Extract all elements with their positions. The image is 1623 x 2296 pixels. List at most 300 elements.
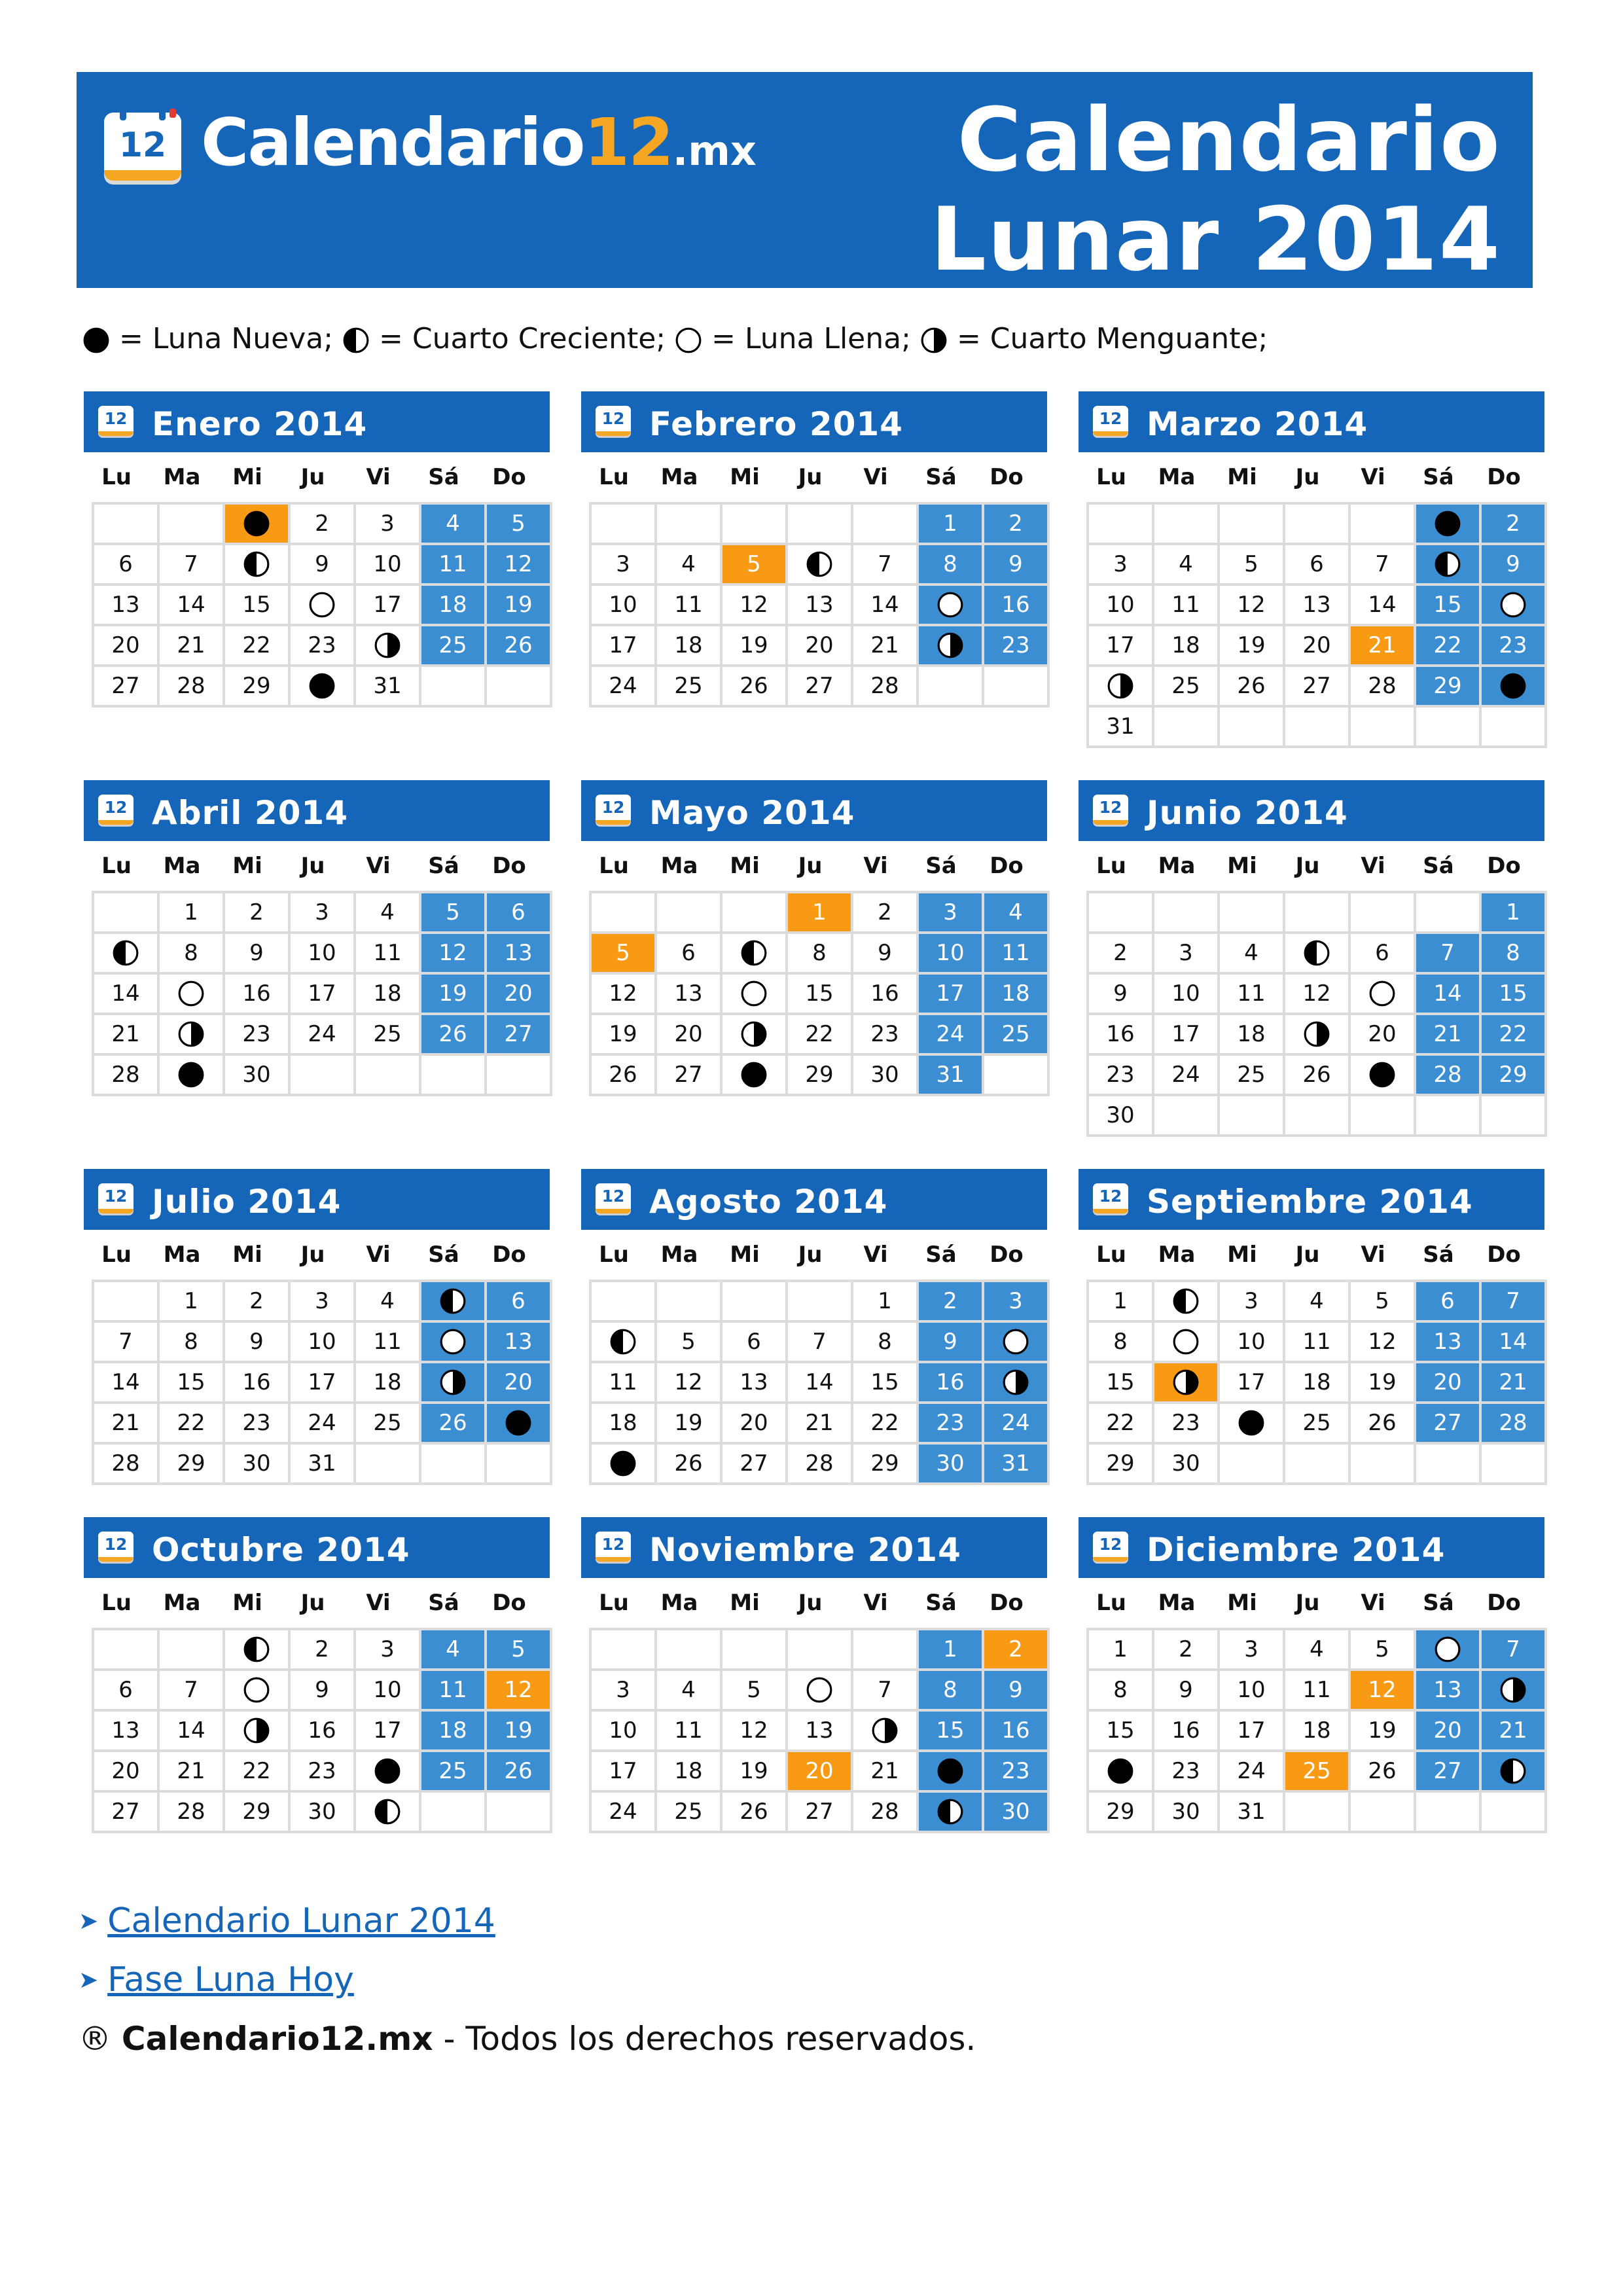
first-quarter-moon-icon [439,1287,467,1315]
day-cell: 21 [853,626,919,667]
day-cell: 12 [722,1712,788,1752]
weekday-label: Vi [863,464,888,490]
week-row [592,626,1050,667]
empty-cell [657,893,722,934]
calendar-icon-number: 12 [104,798,128,817]
day-cell: 21 [94,1015,160,1056]
day-cell: 14 [853,586,919,626]
title-line-1: Calendario [957,89,1501,191]
month-header [1079,1169,1544,1230]
month-grid [92,502,552,708]
full-moon-icon [675,327,702,354]
month-header [1079,391,1544,452]
day-cell: 4 [1285,1630,1351,1671]
day-cell: 20 [1351,1015,1416,1056]
day-cell: 18 [592,1404,657,1444]
day-cell: 31 [919,1056,984,1096]
last-quarter-moon-icon [936,632,964,659]
day-cell: 5 [722,545,788,586]
day-cell [1416,545,1482,586]
calendar-icon-number: 12 [1099,409,1122,428]
last-quarter-moon-icon [1107,672,1134,700]
calendar-icon [596,795,631,825]
day-cell [1416,505,1482,545]
day-cell: 6 [94,1671,160,1712]
weekday-header [1079,452,1544,502]
week-row [1089,1793,1547,1833]
month-grid [92,891,552,1096]
day-cell: 9 [225,1323,291,1363]
day-cell: 28 [160,1793,225,1833]
last-quarter-moon-icon [439,1369,467,1396]
day-cell: 14 [788,1363,853,1404]
month-calendar [1079,1169,1544,1485]
day-cell: 15 [1416,586,1482,626]
day-cell: 7 [1482,1630,1547,1671]
day-cell: 25 [356,1015,421,1056]
day-cell [1154,1323,1220,1363]
day-cell: 23 [1154,1404,1220,1444]
day-cell: 2 [984,505,1050,545]
day-cell: 27 [94,667,160,708]
day-cell: 30 [853,1056,919,1096]
day-cell: 9 [853,934,919,975]
day-cell: 11 [592,1363,657,1404]
day-cell: 7 [788,1323,853,1363]
weekday-label: Sá [1423,464,1454,490]
week-row [1089,708,1547,748]
week-row [1089,505,1547,545]
weekday-header [84,452,550,502]
day-cell: 9 [225,934,291,975]
day-cell: 27 [94,1793,160,1833]
weekday-label: Vi [366,1590,391,1616]
full-moon-icon [1368,980,1396,1007]
weekday-header [581,1230,1047,1280]
day-cell: 11 [657,586,722,626]
logo-wordmark [201,103,757,188]
moon-today-link[interactable]: Fase Luna Hoy [107,1960,354,2000]
weekday-label: Ju [300,853,325,879]
day-cell: 13 [1416,1323,1482,1363]
day-cell: 5 [1220,545,1285,586]
day-cell: 10 [1089,586,1154,626]
day-cell: 27 [1416,1752,1482,1793]
month-header [1079,1517,1544,1578]
weekday-label: Ma [660,1590,698,1616]
empty-cell [1089,505,1154,545]
last-quarter-moon-icon [1172,1369,1200,1396]
day-cell: 28 [1351,667,1416,708]
day-cell: 22 [1482,1015,1547,1056]
day-cell: 5 [592,934,657,975]
lunar-calendar-link[interactable]: Calendario Lunar 2014 [107,1901,495,1941]
week-row [94,545,552,586]
new-moon-icon [1368,1061,1396,1088]
full-moon-icon [1172,1328,1200,1355]
week-row [94,893,552,934]
day-cell: 29 [225,667,291,708]
day-cell: 7 [94,1323,160,1363]
weekday-header [581,452,1047,502]
empty-cell [592,1630,657,1671]
day-cell: 11 [1154,586,1220,626]
week-row [94,1056,552,1096]
weekday-label: Sá [1423,1590,1454,1616]
day-cell: 13 [722,1363,788,1404]
day-cell [788,1671,853,1712]
week-row [1089,1056,1547,1096]
calendar-icon-number: 12 [601,1535,625,1554]
new-moon-icon [505,1409,532,1437]
day-cell: 8 [919,545,984,586]
day-cell [1285,1015,1351,1056]
day-cell: 22 [853,1404,919,1444]
weekday-label: Mi [232,1590,262,1616]
day-cell: 30 [919,1444,984,1485]
month-calendar [581,1169,1047,1485]
day-cell: 10 [291,934,356,975]
day-cell: 30 [1154,1793,1220,1833]
day-cell: 30 [225,1444,291,1485]
day-cell: 20 [722,1404,788,1444]
day-cell [722,975,788,1015]
empty-cell [657,505,722,545]
day-cell: 28 [1482,1404,1547,1444]
day-cell: 25 [984,1015,1050,1056]
week-row [1089,1323,1547,1363]
day-cell: 8 [160,934,225,975]
empty-cell [1351,505,1416,545]
weekday-header [581,841,1047,891]
full-moon-icon [806,1676,833,1704]
week-row [1089,934,1547,975]
week-row [592,1671,1050,1712]
day-cell: 19 [592,1015,657,1056]
day-cell: 6 [1351,934,1416,975]
legend-label: = Luna Nueva; [119,322,334,355]
day-cell: 30 [291,1793,356,1833]
day-cell: 24 [592,1793,657,1833]
day-cell: 4 [984,893,1050,934]
day-cell: 20 [1416,1712,1482,1752]
weekday-header [84,841,550,891]
day-cell: 19 [1220,626,1285,667]
empty-cell [1351,893,1416,934]
week-row [592,667,1050,708]
day-cell [356,626,421,667]
day-cell: 19 [487,586,552,626]
day-cell: 8 [160,1323,225,1363]
day-cell: 5 [1351,1282,1416,1323]
empty-cell [356,1444,421,1485]
weekday-label: Lu [1096,1590,1126,1616]
week-row [94,1712,552,1752]
week-row [1089,1671,1547,1712]
legend-symbol [342,325,370,353]
month-header [581,1169,1047,1230]
weekday-label: Ju [798,1242,823,1268]
month-title: Abril 2014 [152,794,348,832]
week-row [592,1630,1050,1671]
empty-cell [592,893,657,934]
weekday-label: Sá [1423,1242,1454,1268]
empty-cell [1220,1096,1285,1137]
weekday-label: Vi [366,1242,391,1268]
day-cell: 26 [421,1015,487,1056]
weekday-label: Lu [1096,1242,1126,1268]
week-row [1089,975,1547,1015]
weekday-label: Ma [163,1590,201,1616]
day-cell: 18 [421,586,487,626]
month-grid [589,1628,1050,1833]
month-header [581,1517,1047,1578]
day-cell: 23 [984,1752,1050,1793]
day-cell: 25 [421,1752,487,1793]
weekday-label: Vi [366,853,391,879]
day-cell: 4 [1154,545,1220,586]
day-cell: 27 [722,1444,788,1485]
day-cell: 11 [657,1712,722,1752]
day-cell: 3 [291,893,356,934]
month-title: Febrero 2014 [649,405,903,443]
week-row [1089,1096,1547,1137]
month-calendar [1079,780,1544,1137]
day-cell: 4 [1285,1282,1351,1323]
legend-label: = Cuarto Menguante; [956,322,1268,355]
day-cell: 10 [592,586,657,626]
day-cell: 13 [487,1323,552,1363]
weekday-label: Vi [863,1242,888,1268]
month-header [581,780,1047,841]
full-moon-icon [308,591,336,619]
day-cell: 10 [356,545,421,586]
day-cell: 13 [94,586,160,626]
day-cell [1220,1404,1285,1444]
site-logo[interactable] [104,103,757,183]
weekday-label: Mi [232,1242,262,1268]
day-cell: 1 [1089,1630,1154,1671]
calendar-icon [1093,1532,1128,1562]
month-grid [589,502,1050,708]
week-row [592,1282,1050,1323]
day-cell: 13 [657,975,722,1015]
day-cell: 14 [1416,975,1482,1015]
empty-cell [1482,1096,1547,1137]
day-cell: 13 [1416,1671,1482,1712]
day-cell: 11 [1285,1323,1351,1363]
empty-cell [1482,708,1547,748]
first-quarter-moon-icon [243,1636,270,1663]
weekday-label: Vi [863,853,888,879]
day-cell: 10 [1220,1671,1285,1712]
day-cell: 16 [984,1712,1050,1752]
month-grid [92,1628,552,1833]
week-row [592,893,1050,934]
calendar-icon-number: 12 [601,1187,625,1206]
calendar-icon-number: 12 [104,1535,128,1554]
week-row [94,586,552,626]
page-header [77,72,1533,291]
month-grid [589,891,1050,1096]
day-cell: 4 [356,1282,421,1323]
month-grid [1086,502,1547,748]
month-title: Septiembre 2014 [1147,1183,1473,1221]
day-cell: 3 [919,893,984,934]
week-row [1089,1752,1547,1793]
week-row [94,1752,552,1793]
day-cell: 22 [160,1404,225,1444]
empty-cell [487,1793,552,1833]
day-cell: 28 [788,1444,853,1485]
weekday-label: Ma [1158,1590,1196,1616]
day-cell: 9 [291,545,356,586]
weekday-label: Lu [101,1242,132,1268]
logo-name: Calendario [201,103,584,181]
empty-cell [1285,1096,1351,1137]
empty-cell [1220,708,1285,748]
week-row [592,505,1050,545]
day-cell: 5 [657,1323,722,1363]
day-cell: 12 [487,545,552,586]
weekday-label: Do [492,1242,526,1268]
empty-cell [94,505,160,545]
day-cell: 18 [356,975,421,1015]
week-row [1089,1015,1547,1056]
day-cell: 15 [160,1363,225,1404]
weekday-label: Vi [1361,1242,1385,1268]
day-cell [160,1015,225,1056]
day-cell: 11 [1220,975,1285,1015]
weekday-label: Mi [232,464,262,490]
week-row [1089,626,1547,667]
empty-cell [788,1282,853,1323]
month-title: Agosto 2014 [649,1183,888,1221]
empty-cell [592,505,657,545]
day-cell: 20 [788,626,853,667]
empty-cell [722,893,788,934]
weekday-label: Lu [101,1590,132,1616]
empty-cell [788,505,853,545]
empty-cell [657,1282,722,1323]
weekday-label: Ju [300,464,325,490]
new-moon-icon [374,1757,401,1785]
weekday-label: Mi [1227,1242,1257,1268]
full-moon-icon [1002,1328,1029,1355]
weekday-label: Lu [599,464,629,490]
day-cell: 20 [487,975,552,1015]
day-cell: 18 [657,626,722,667]
day-cell: 20 [94,626,160,667]
day-cell: 13 [788,586,853,626]
day-cell: 30 [984,1793,1050,1833]
weekday-label: Vi [863,1590,888,1616]
day-cell: 1 [788,893,853,934]
week-row [1089,1282,1547,1323]
day-cell: 21 [94,1404,160,1444]
day-cell: 17 [1089,626,1154,667]
empty-cell [1285,505,1351,545]
day-cell: 2 [1089,934,1154,975]
day-cell: 6 [657,934,722,975]
registered-symbol: ® [79,2020,111,2058]
day-cell: 17 [291,975,356,1015]
new-moon-icon [82,327,110,354]
weekday-label: Vi [1361,1590,1385,1616]
day-cell: 24 [919,1015,984,1056]
day-cell: 26 [592,1056,657,1096]
day-cell: 29 [1089,1444,1154,1485]
day-cell [1482,1671,1547,1712]
empty-cell [94,1630,160,1671]
day-cell: 28 [160,667,225,708]
empty-cell [853,1630,919,1671]
day-cell: 8 [788,934,853,975]
day-cell: 22 [1416,626,1482,667]
day-cell: 11 [984,934,1050,975]
day-cell: 28 [94,1444,160,1485]
full-moon-icon [740,980,768,1007]
day-cell: 21 [788,1404,853,1444]
day-cell: 14 [1482,1323,1547,1363]
week-row [592,1752,1050,1793]
day-cell: 15 [1089,1363,1154,1404]
weekday-label: Do [492,464,526,490]
day-cell: 11 [421,545,487,586]
day-cell: 3 [984,1282,1050,1323]
links-list [79,1892,495,2009]
day-cell: 8 [1482,934,1547,975]
empty-cell [1351,1793,1416,1833]
month-header [84,1517,550,1578]
day-cell: 19 [722,626,788,667]
empty-cell [1416,1096,1482,1137]
first-quarter-moon-icon [609,1328,637,1355]
day-cell: 12 [1351,1323,1416,1363]
full-moon-icon [177,980,205,1007]
day-cell: 27 [657,1056,722,1096]
day-cell: 23 [984,626,1050,667]
empty-cell [853,505,919,545]
day-cell [1154,1282,1220,1323]
day-cell: 30 [1154,1444,1220,1485]
month-title: Noviembre 2014 [649,1531,961,1569]
month-calendar [84,391,550,708]
first-quarter-moon-icon [806,550,833,578]
weekday-label: Sá [925,853,957,879]
day-cell: 19 [1351,1712,1416,1752]
week-row [592,934,1050,975]
day-cell: 1 [919,505,984,545]
weekday-label: Ma [1158,853,1196,879]
day-cell: 24 [1220,1752,1285,1793]
day-cell: 26 [487,1752,552,1793]
week-row [1089,1404,1547,1444]
empty-cell [1220,1444,1285,1485]
weekday-label: Lu [1096,853,1126,879]
last-quarter-moon-icon [374,632,401,659]
last-quarter-moon-icon [871,1717,899,1744]
footer-brand: Calendario12.mx [121,2020,433,2058]
weekday-label: Do [1487,853,1521,879]
day-cell [853,1712,919,1752]
first-quarter-moon-icon [1499,1757,1527,1785]
week-row [94,934,552,975]
weekday-label: Do [990,464,1024,490]
day-cell: 14 [94,975,160,1015]
day-cell: 11 [421,1671,487,1712]
day-cell: 14 [160,586,225,626]
